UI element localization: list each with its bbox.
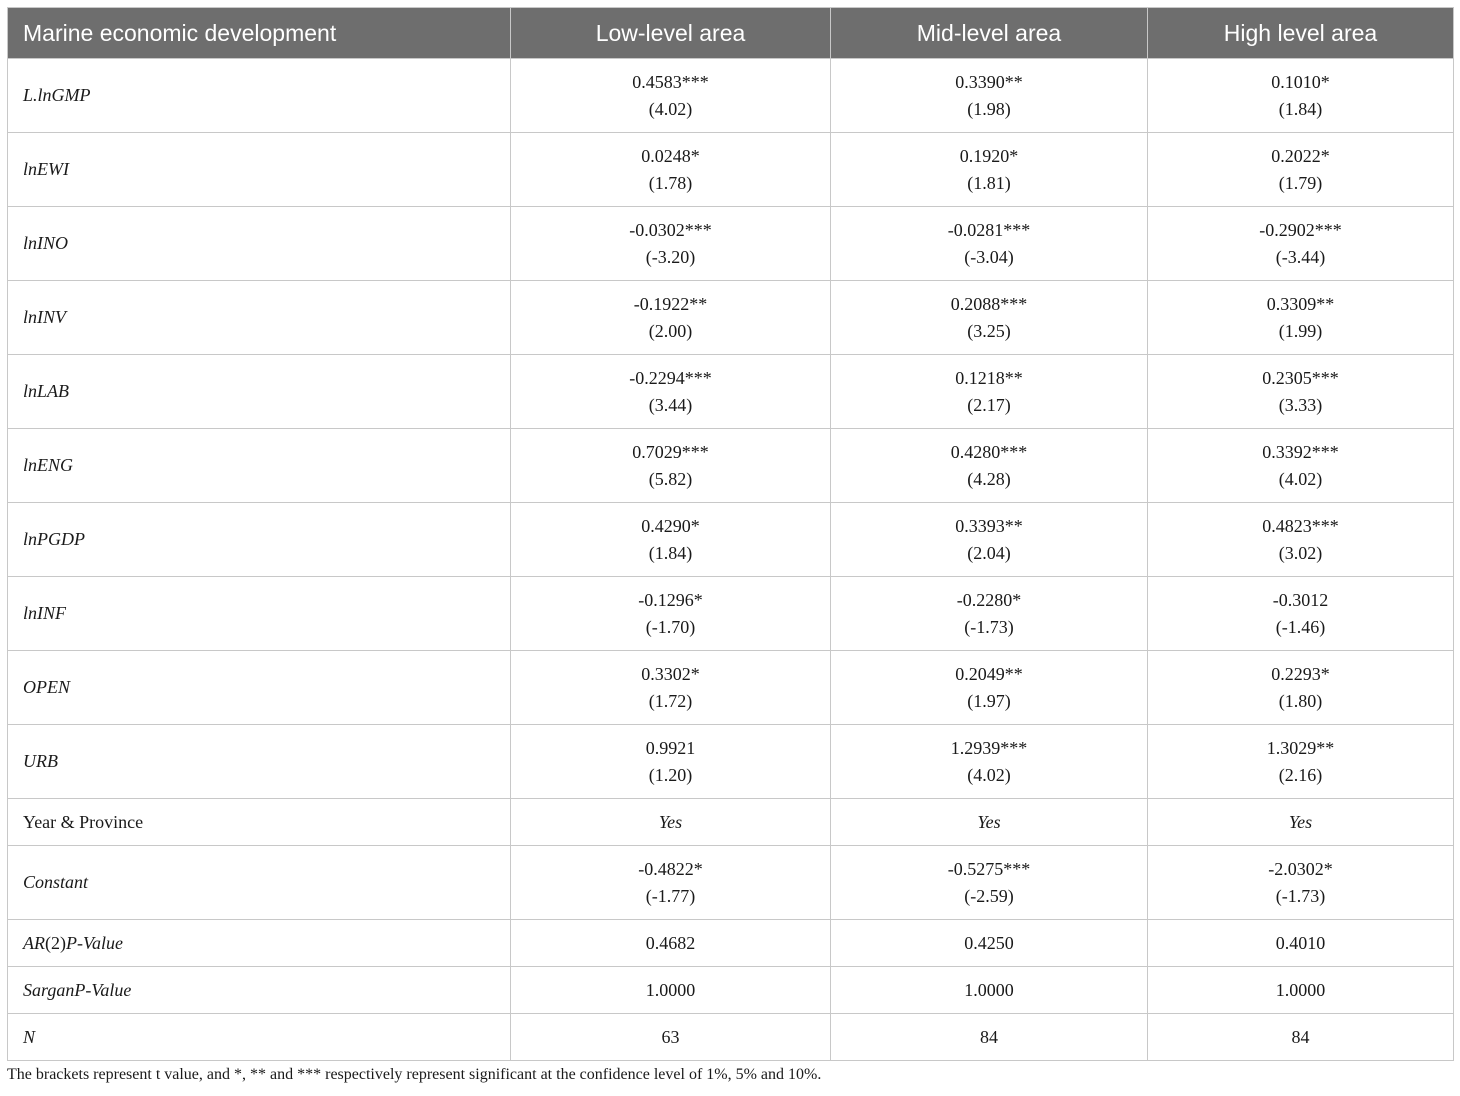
coefficient: 0.4290* bbox=[641, 515, 700, 536]
value-cell bbox=[511, 281, 831, 355]
row-label: lnINO bbox=[8, 207, 511, 281]
coefficient: 0.3392*** bbox=[1262, 441, 1339, 462]
coefficient: 1.3029** bbox=[1266, 737, 1335, 758]
value-cell bbox=[1148, 59, 1454, 133]
row-label: lnENG bbox=[8, 429, 511, 503]
value-cell bbox=[511, 207, 831, 281]
header-low-level-area: Low-level area bbox=[511, 8, 831, 59]
t-value: (5.82) bbox=[648, 468, 693, 489]
header-high-level-area: High level area bbox=[1148, 8, 1454, 59]
ar2-label-suffix: P-Value bbox=[66, 932, 123, 953]
value-cell: 84 bbox=[1148, 1014, 1454, 1061]
t-value: (4.02) bbox=[967, 764, 1011, 785]
value-cell bbox=[511, 59, 831, 133]
value-cell: 0.4682 bbox=[511, 920, 831, 967]
table-row bbox=[8, 355, 1454, 429]
table-row bbox=[8, 577, 1454, 651]
value-cell: 1.0000 bbox=[511, 967, 831, 1014]
coefficient: 0.1010* bbox=[1271, 71, 1330, 92]
coefficient: 0.2088*** bbox=[950, 293, 1028, 314]
coefficient: 0.4823*** bbox=[1262, 515, 1339, 536]
value-cell bbox=[831, 846, 1148, 920]
row-label: Year & Province bbox=[8, 799, 511, 846]
row-label: OPEN bbox=[8, 651, 511, 725]
t-value: (1.97) bbox=[967, 690, 1011, 711]
value-cell bbox=[511, 429, 831, 503]
row-label bbox=[8, 920, 511, 967]
row-label: lnINV bbox=[8, 281, 511, 355]
value-cell bbox=[511, 651, 831, 725]
t-value: (2.04) bbox=[967, 542, 1011, 563]
coefficient: 0.3390** bbox=[955, 71, 1023, 92]
t-value: (3.44) bbox=[648, 394, 693, 415]
coefficient: 0.1218** bbox=[955, 367, 1023, 388]
t-value: (-1.70) bbox=[645, 616, 696, 637]
row-label: Constant bbox=[8, 846, 511, 920]
value-cell bbox=[511, 503, 831, 577]
value-cell bbox=[511, 577, 831, 651]
value-cell: Yes bbox=[1148, 799, 1454, 846]
value-cell bbox=[1148, 207, 1454, 281]
row-label: lnPGDP bbox=[8, 503, 511, 577]
t-value: (1.84) bbox=[648, 542, 693, 563]
coefficient: 0.7029*** bbox=[632, 441, 709, 462]
value-cell bbox=[1148, 577, 1454, 651]
value-cell bbox=[1148, 651, 1454, 725]
t-value: (1.20) bbox=[648, 764, 693, 785]
table-row bbox=[8, 503, 1454, 577]
t-value: (1.98) bbox=[967, 98, 1011, 119]
sargan-row bbox=[8, 967, 1454, 1014]
coefficient: 0.2022* bbox=[1271, 145, 1330, 166]
coefficient: 0.4583*** bbox=[632, 71, 709, 92]
value-cell bbox=[1148, 429, 1454, 503]
t-value: (3.02) bbox=[1278, 542, 1323, 563]
coefficient: 0.0248* bbox=[641, 145, 700, 166]
t-value: (1.84) bbox=[1278, 98, 1323, 119]
coefficient: 0.1920* bbox=[959, 145, 1019, 166]
value-cell bbox=[831, 59, 1148, 133]
value-cell bbox=[831, 133, 1148, 207]
value-cell bbox=[511, 846, 831, 920]
coefficient: -0.1922** bbox=[633, 293, 708, 314]
value-cell: 63 bbox=[511, 1014, 831, 1061]
t-value: (-2.59) bbox=[964, 885, 1014, 906]
ar2-label-prefix: AR bbox=[23, 932, 45, 953]
coefficient: -0.1296* bbox=[638, 589, 703, 610]
coefficient: 0.2305*** bbox=[1262, 367, 1339, 388]
table-footnote: The brackets represent t value, and *, ** and *** respectively represent significant at the confidence level of 1%, 5% and 10%. bbox=[7, 1066, 822, 1083]
t-value: (2.00) bbox=[648, 320, 693, 341]
value-cell bbox=[511, 133, 831, 207]
row-label: L.lnGMP bbox=[8, 59, 511, 133]
header-marine-economic-development: Marine economic development bbox=[8, 8, 511, 59]
t-value: (1.80) bbox=[1278, 690, 1323, 711]
coefficient: -0.5275*** bbox=[947, 858, 1031, 879]
row-label: N bbox=[8, 1014, 511, 1061]
constant-row bbox=[8, 846, 1454, 920]
row-label: lnLAB bbox=[8, 355, 511, 429]
value-cell: 0.4250 bbox=[831, 920, 1148, 967]
t-value: (-3.20) bbox=[645, 246, 696, 267]
ar2-row bbox=[8, 920, 1454, 967]
coefficient: -0.0281*** bbox=[947, 219, 1031, 240]
coefficient: -0.4822* bbox=[638, 858, 703, 879]
coefficient: 0.9921 bbox=[645, 737, 696, 758]
row-label: lnINF bbox=[8, 577, 511, 651]
coefficient: 0.3302* bbox=[641, 663, 700, 684]
regression-table bbox=[7, 7, 1454, 1061]
table-header-row bbox=[8, 8, 1454, 59]
value-cell bbox=[1148, 281, 1454, 355]
value-cell bbox=[511, 725, 831, 799]
table-row bbox=[8, 429, 1454, 503]
coefficient: -0.2294*** bbox=[629, 367, 712, 388]
value-cell: 1.0000 bbox=[831, 967, 1148, 1014]
table-row bbox=[8, 59, 1454, 133]
value-cell: 0.4010 bbox=[1148, 920, 1454, 967]
value-cell bbox=[831, 281, 1148, 355]
table-row bbox=[8, 281, 1454, 355]
fixed-effects-row bbox=[8, 799, 1454, 846]
table-row bbox=[8, 133, 1454, 207]
coefficient: -0.3012 bbox=[1272, 589, 1329, 610]
table-row bbox=[8, 207, 1454, 281]
value-cell bbox=[831, 651, 1148, 725]
coefficient: -0.0302*** bbox=[629, 219, 712, 240]
t-value: (2.16) bbox=[1278, 764, 1323, 785]
row-label: SarganP-Value bbox=[8, 967, 511, 1014]
value-cell: Yes bbox=[511, 799, 831, 846]
value-cell bbox=[831, 429, 1148, 503]
t-value: (4.02) bbox=[1278, 468, 1323, 489]
t-value: (1.81) bbox=[967, 172, 1011, 193]
value-cell bbox=[1148, 503, 1454, 577]
coefficient: 0.2293* bbox=[1271, 663, 1330, 684]
value-cell bbox=[831, 207, 1148, 281]
coefficient: 0.4280*** bbox=[950, 441, 1028, 462]
t-value: (1.79) bbox=[1278, 172, 1323, 193]
t-value: (2.17) bbox=[967, 394, 1011, 415]
t-value: (3.25) bbox=[967, 320, 1011, 341]
value-cell bbox=[1148, 725, 1454, 799]
coefficient: 1.2939*** bbox=[950, 737, 1028, 758]
value-cell: 84 bbox=[831, 1014, 1148, 1061]
value-cell bbox=[1148, 355, 1454, 429]
value-cell bbox=[831, 725, 1148, 799]
t-value: (-3.04) bbox=[964, 246, 1014, 267]
row-label: URB bbox=[8, 725, 511, 799]
n-row bbox=[8, 1014, 1454, 1061]
ar2-label-order: (2) bbox=[45, 932, 66, 953]
coefficient: -2.0302* bbox=[1268, 858, 1333, 879]
regression-table-container bbox=[7, 7, 1453, 1061]
t-value: (-1.73) bbox=[964, 616, 1014, 637]
coefficient: 0.2049** bbox=[955, 663, 1023, 684]
value-cell bbox=[511, 355, 831, 429]
t-value: (4.28) bbox=[967, 468, 1011, 489]
value-cell bbox=[831, 355, 1148, 429]
table-row bbox=[8, 725, 1454, 799]
t-value: (-1.46) bbox=[1275, 616, 1326, 637]
coefficient: 0.3393** bbox=[955, 515, 1023, 536]
table-row bbox=[8, 651, 1454, 725]
t-value: (4.02) bbox=[648, 98, 693, 119]
t-value: (1.72) bbox=[648, 690, 693, 711]
value-cell bbox=[1148, 846, 1454, 920]
coefficient: 0.3309** bbox=[1266, 293, 1335, 314]
t-value: (1.99) bbox=[1278, 320, 1323, 341]
header-mid-level-area: Mid-level area bbox=[831, 8, 1148, 59]
t-value: (-1.73) bbox=[1275, 885, 1326, 906]
row-label: lnEWI bbox=[8, 133, 511, 207]
value-cell bbox=[831, 577, 1148, 651]
value-cell bbox=[831, 503, 1148, 577]
coefficient: -0.2902*** bbox=[1259, 219, 1342, 240]
t-value: (-1.77) bbox=[645, 885, 696, 906]
value-cell bbox=[1148, 133, 1454, 207]
value-cell: 1.0000 bbox=[1148, 967, 1454, 1014]
t-value: (1.78) bbox=[648, 172, 693, 193]
coefficient: -0.2280* bbox=[956, 589, 1022, 610]
t-value: (3.33) bbox=[1278, 394, 1323, 415]
value-cell: Yes bbox=[831, 799, 1148, 846]
t-value: (-3.44) bbox=[1275, 246, 1326, 267]
